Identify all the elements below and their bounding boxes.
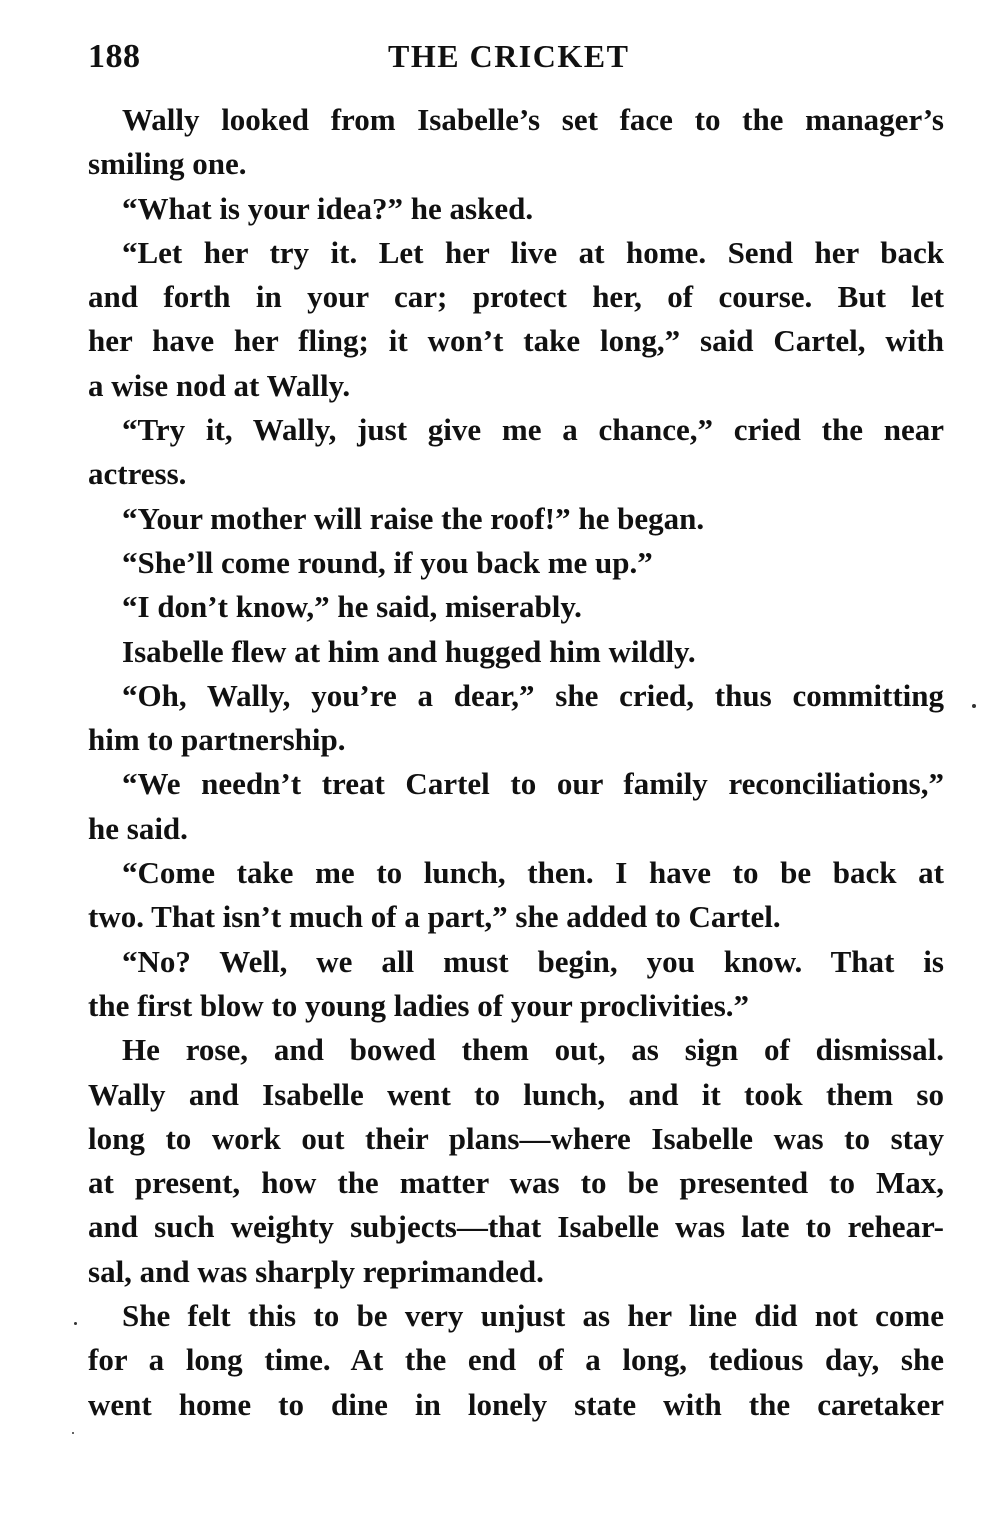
text-line: went home to dine in lonely state with the caretaker [88, 1386, 944, 1422]
page-number: 188 [88, 38, 141, 75]
text-line: She felt this to be very unjust as her line did not come [122, 1298, 944, 1334]
text-line: “I don’t know,” he said, miserably. [122, 589, 582, 625]
text-line: “Try it, Wally, just give me a chance,” cried the near [122, 412, 944, 448]
text-line: two. That isn’t much of a part,” she added to Cartel. [88, 899, 781, 935]
text-line: He rose, and bowed them out, as sign of dismissal. [122, 1032, 944, 1068]
scan-speck [72, 1432, 74, 1434]
text-line: at present, how the matter was to be presented to Max, [88, 1165, 944, 1201]
text-line: “No? Well, we all must begin, you know. That is [122, 943, 944, 979]
text-line: “Oh, Wally, you’re a dear,” she cried, thus committing [122, 677, 944, 713]
running-head [88, 38, 944, 82]
text-line: “Your mother will raise the roof!” he began. [122, 500, 705, 536]
text-line: he said. [88, 810, 188, 846]
text-line: “Let her try it. Let her live at home. Send her back [122, 234, 944, 270]
text-line: her have her fling; it won’t take long,” said Cartel, with [88, 323, 944, 359]
text-line: Wally looked from Isabelle’s set face to the manager’s [122, 102, 944, 137]
text-line: the first blow to young ladies of your proclivities.” [88, 987, 750, 1023]
text-line: “We needn’t treat Cartel to our family reconciliations,” [122, 766, 944, 802]
text-line: “She’ll come round, if you back me up.” [122, 544, 653, 580]
text-line: sal, and was sharply reprimanded. [88, 1253, 544, 1289]
running-title: THE CRICKET [388, 38, 630, 74]
text-line: a wise nod at Wally. [88, 367, 351, 403]
text-line: Wally and Isabelle went to lunch, and it took them so [88, 1076, 944, 1112]
text-line: and such weighty subjects—that Isabelle was late to rehear- [88, 1209, 944, 1245]
text-line: “Come take me to lunch, then. I have to be back at [122, 855, 944, 891]
text-line: “What is your idea?” he asked. [122, 190, 534, 226]
text-line: long to work out their plans—where Isabelle was to stay [88, 1120, 944, 1156]
text-line: smiling one. [88, 146, 247, 182]
text-line: him to partnership. [88, 722, 346, 758]
text-line: actress. [88, 456, 187, 492]
body-text [88, 98, 944, 1427]
text-line: for a long time. At the end of a long, tedious day, she [88, 1342, 944, 1378]
scan-speck [74, 1322, 77, 1325]
scan-speck [972, 704, 976, 708]
text-line: and forth in your car; protect her, of course. But let [88, 279, 944, 315]
text-line: Isabelle flew at him and hugged him wildly. [122, 633, 696, 669]
